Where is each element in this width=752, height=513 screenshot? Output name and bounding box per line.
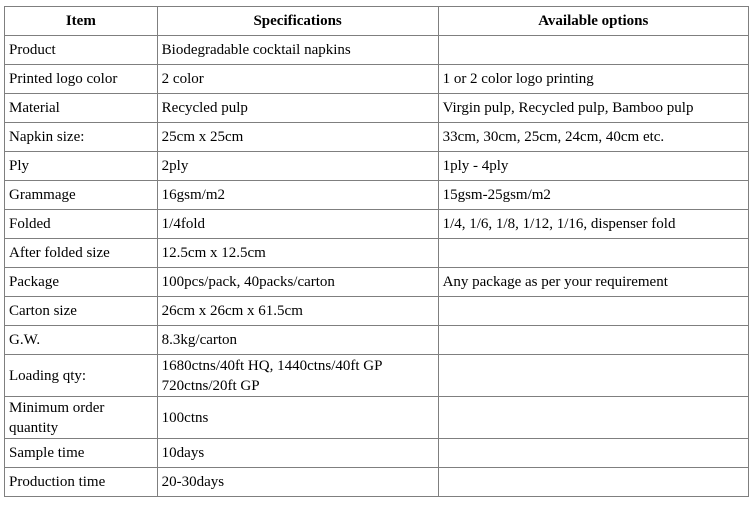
cell-available-option-text: Any package as per your requirement bbox=[442, 274, 668, 290]
cell-specification bbox=[157, 152, 438, 181]
cell-available-option bbox=[438, 355, 748, 397]
cell-item-text: Grammage bbox=[9, 187, 76, 203]
header-row bbox=[5, 7, 749, 36]
cell-item bbox=[5, 297, 158, 326]
cell-item-text: Ply bbox=[9, 158, 30, 174]
cell-specification-text: 720ctns/20ft GP bbox=[161, 377, 260, 394]
cell-available-option bbox=[438, 468, 748, 497]
cell-available-option bbox=[438, 239, 748, 268]
cell-specification-text: 2ply bbox=[161, 158, 189, 174]
cell-specification-text: 26cm x 26cm x 61.5cm bbox=[161, 303, 303, 319]
table-row bbox=[5, 355, 749, 397]
cell-specification bbox=[157, 326, 438, 355]
cell-item bbox=[5, 439, 158, 468]
table-row bbox=[5, 210, 749, 239]
cell-available-option bbox=[438, 268, 748, 297]
table-body bbox=[5, 36, 749, 497]
cell-available-option-text: 1/4, 1/6, 1/8, 1/12, 1/16, dispenser fold bbox=[442, 216, 676, 232]
cell-item-text: Product bbox=[9, 42, 56, 58]
cell-available-option-text: 1ply - 4ply bbox=[442, 158, 509, 174]
cell-item-text: G.W. bbox=[9, 332, 41, 348]
table-row bbox=[5, 65, 749, 94]
cell-available-option-text: 15gsm-25gsm/m2 bbox=[442, 187, 551, 203]
cell-item bbox=[5, 210, 158, 239]
cell-specification bbox=[157, 36, 438, 65]
header-available-options: Available options bbox=[438, 7, 748, 36]
cell-item bbox=[5, 239, 158, 268]
cell-item bbox=[5, 152, 158, 181]
cell-item bbox=[5, 123, 158, 152]
cell-specification-text: 10days bbox=[161, 445, 205, 461]
table-row bbox=[5, 297, 749, 326]
table-row bbox=[5, 397, 749, 439]
cell-specification-text: 20-30days bbox=[161, 474, 225, 490]
cell-available-option bbox=[438, 181, 748, 210]
cell-item bbox=[5, 355, 158, 397]
cell-item bbox=[5, 94, 158, 123]
cell-specification-text: 12.5cm x 12.5cm bbox=[161, 245, 266, 261]
cell-specification-text: 1680ctns/40ft HQ, 1440ctns/40ft GP bbox=[161, 357, 383, 374]
cell-specification-text: 16gsm/m2 bbox=[161, 187, 225, 203]
cell-specification-text: 1/4fold bbox=[161, 216, 205, 232]
cell-specification bbox=[157, 397, 438, 439]
table-row bbox=[5, 439, 749, 468]
cell-item bbox=[5, 181, 158, 210]
cell-item-text: Napkin size: bbox=[9, 129, 85, 145]
cell-specification-text: 100ctns bbox=[161, 409, 209, 426]
cell-item-text: After folded size bbox=[9, 245, 110, 261]
cell-available-option bbox=[438, 439, 748, 468]
cell-available-option bbox=[438, 397, 748, 439]
cell-specification-text: 25cm x 25cm bbox=[161, 129, 244, 145]
cell-item-text: Material bbox=[9, 100, 60, 116]
cell-item bbox=[5, 397, 158, 439]
table-row bbox=[5, 268, 749, 297]
table-row bbox=[5, 152, 749, 181]
cell-item-text: Printed logo color bbox=[9, 71, 118, 87]
cell-specification bbox=[157, 65, 438, 94]
spec-table bbox=[4, 6, 749, 497]
cell-specification bbox=[157, 123, 438, 152]
table-row bbox=[5, 123, 749, 152]
cell-available-option bbox=[438, 36, 748, 65]
cell-specification-text: 2 color bbox=[161, 71, 204, 87]
table-row bbox=[5, 326, 749, 355]
cell-item-text: quantity bbox=[9, 419, 59, 436]
cell-specification bbox=[157, 94, 438, 123]
cell-available-option-text: Virgin pulp, Recycled pulp, Bamboo pulp bbox=[442, 100, 694, 116]
cell-available-option bbox=[438, 326, 748, 355]
table-row bbox=[5, 468, 749, 497]
table-row bbox=[5, 181, 749, 210]
cell-specification bbox=[157, 297, 438, 326]
table-row bbox=[5, 239, 749, 268]
cell-item-text: Sample time bbox=[9, 445, 85, 461]
cell-available-option bbox=[438, 123, 748, 152]
cell-item-text: Production time bbox=[9, 474, 106, 490]
cell-item bbox=[5, 468, 158, 497]
cell-item-text: Loading qty: bbox=[9, 367, 87, 384]
cell-specification bbox=[157, 239, 438, 268]
cell-available-option-text: 33cm, 30cm, 25cm, 24cm, 40cm etc. bbox=[442, 129, 665, 145]
cell-specification bbox=[157, 355, 438, 397]
cell-item bbox=[5, 326, 158, 355]
header-item: Item bbox=[5, 7, 158, 36]
cell-specification-text: 8.3kg/carton bbox=[161, 332, 238, 348]
cell-available-option bbox=[438, 152, 748, 181]
cell-item bbox=[5, 36, 158, 65]
cell-specification bbox=[157, 268, 438, 297]
cell-item-text: Folded bbox=[9, 216, 51, 232]
cell-specification-text: Biodegradable cocktail napkins bbox=[161, 42, 351, 58]
header-specifications: Specifications bbox=[157, 7, 438, 36]
cell-specification-text: 100pcs/pack, 40packs/carton bbox=[161, 274, 335, 290]
cell-item-text: Package bbox=[9, 274, 59, 290]
table-row bbox=[5, 36, 749, 65]
cell-available-option bbox=[438, 210, 748, 239]
cell-specification bbox=[157, 468, 438, 497]
table-row bbox=[5, 94, 749, 123]
cell-specification bbox=[157, 181, 438, 210]
cell-item bbox=[5, 65, 158, 94]
cell-item-text: Minimum order bbox=[9, 399, 105, 416]
cell-available-option bbox=[438, 297, 748, 326]
cell-item-text: Carton size bbox=[9, 303, 77, 319]
cell-available-option bbox=[438, 94, 748, 123]
cell-specification bbox=[157, 439, 438, 468]
cell-available-option-text: 1 or 2 color logo printing bbox=[442, 71, 594, 87]
cell-specification-text: Recycled pulp bbox=[161, 100, 248, 116]
cell-available-option bbox=[438, 65, 748, 94]
cell-specification bbox=[157, 210, 438, 239]
cell-item bbox=[5, 268, 158, 297]
